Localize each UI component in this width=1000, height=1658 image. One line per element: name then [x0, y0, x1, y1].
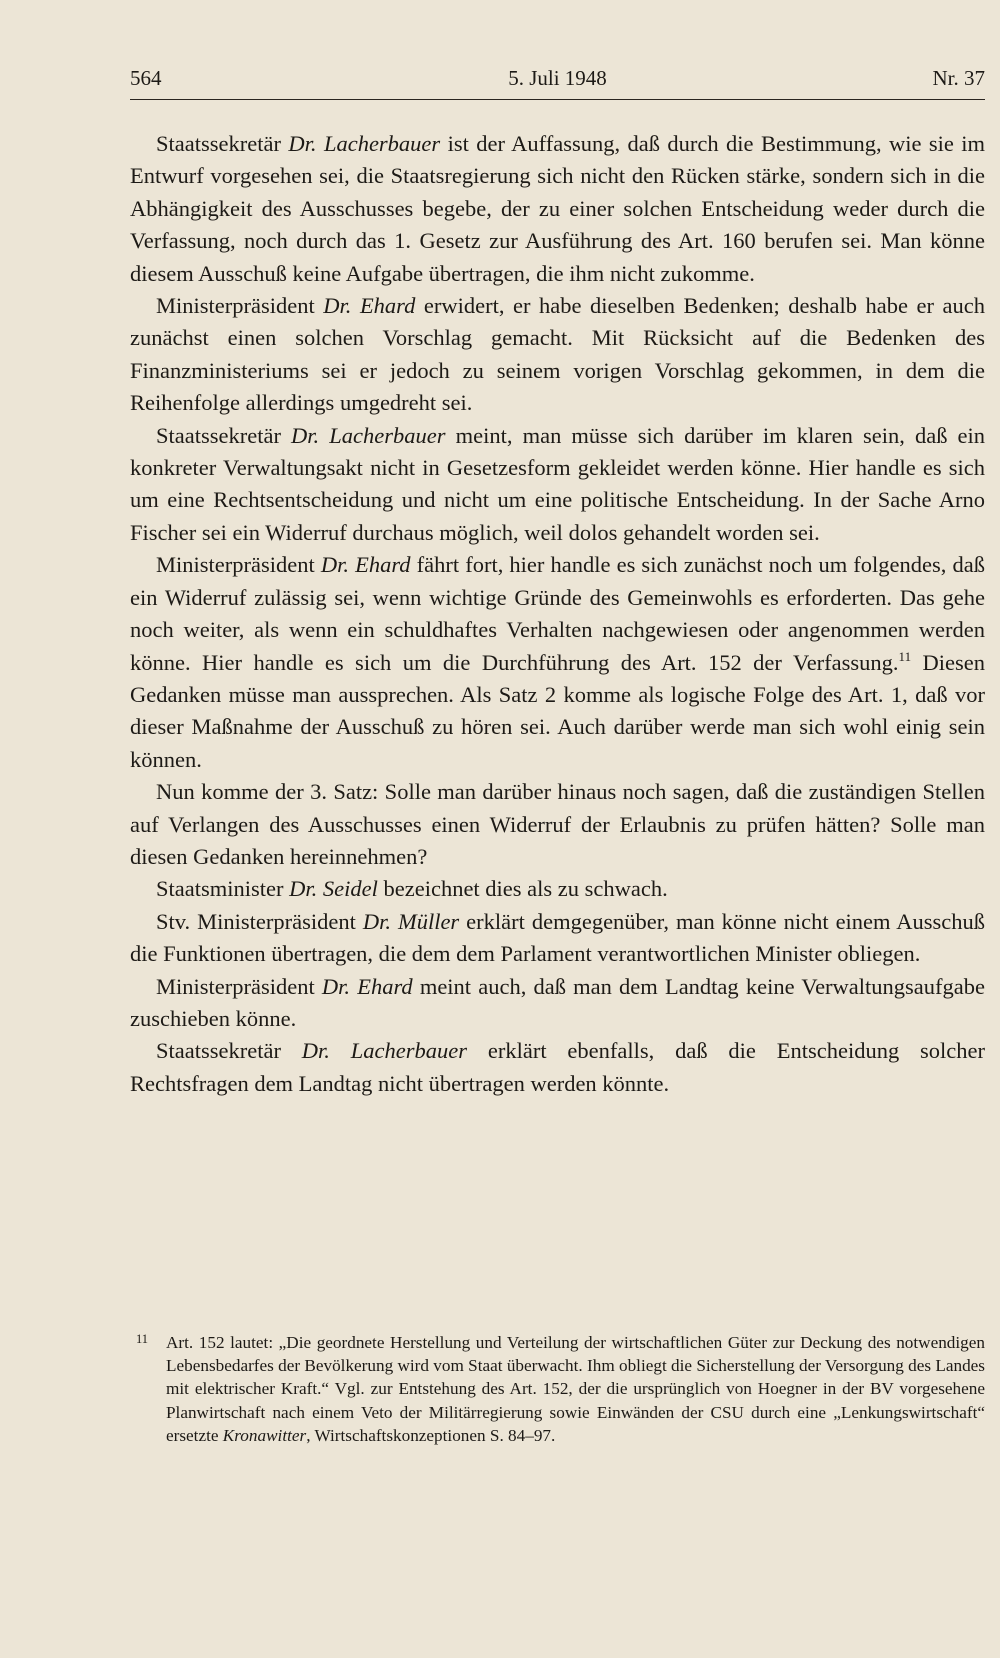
paragraph-text: Nun komme der 3. Satz: Solle man darüber hinaus noch sagen, daß die zuständigen Stellen auf Verlangen des Ausschusses einen Widerruf der Erlaubnis zu prüfen hätten? Solle man diesen Gedanken hereinnehmen?: [130, 779, 985, 869]
paragraph-text: erklärt demgegenüber, man könne nicht einem Ausschuß die Funktionen übertragen, die dem dem Parlament verantwortlichen Minister obliegen.: [130, 908, 986, 967]
paragraph: [130, 128, 985, 290]
footnotes: [130, 1331, 985, 1447]
body-text: [130, 128, 985, 1100]
speaker-title: Dr.: [301, 1038, 330, 1064]
footnote-number: 11: [136, 1332, 149, 1346]
speaker-title: Dr.: [323, 293, 352, 319]
paragraph: [130, 971, 985, 1036]
paragraph-text: ist der Auffassung, daß durch die Bestimmung, wie sie im Entwurf vorgesehen sei, die Staatsregierung sich nicht den Rücken stärke, sondern sich in die Abhängigkeit des Ausschusses begebe, der zu einer solchen Entscheidung weder durch die Verfassung, noch durch das 1. Gesetz zur Ausführung des Art. 160 berufen sei. Man könne diesem Ausschuß keine Aufgabe übertragen, die ihm nicht zukomme.: [130, 131, 986, 286]
speaker-name: Lacherbauer: [350, 1038, 468, 1064]
speaker-name: Ehard: [355, 552, 411, 578]
header-date: 5. Juli 1948: [508, 66, 607, 90]
speaker-title: Dr.: [321, 973, 351, 999]
speaker-title: Dr.: [362, 908, 391, 934]
paragraph: [130, 1035, 985, 1100]
speaker-role: Staatssekretär: [156, 422, 281, 448]
speaker-name: Müller: [397, 908, 460, 934]
speaker-role: Staatssekretär: [156, 1038, 281, 1064]
paragraph: [130, 873, 985, 905]
paragraph-text: meint auch, daß man dem Landtag keine Verwaltungsaufgabe zuschieben könne.: [130, 973, 985, 1031]
paragraph-text: bezeichnet dies als zu schwach.: [383, 876, 668, 902]
speaker-name: Lacherbauer: [329, 422, 446, 448]
speaker-role: Staatsminister: [156, 876, 284, 902]
running-header: [130, 63, 985, 93]
speaker-name: Ehard: [357, 973, 413, 999]
paragraph: [130, 290, 985, 420]
speaker-role: Ministerpräsident: [156, 293, 315, 319]
footnote: [130, 1331, 985, 1447]
paragraph-text: fährt fort, hier handle es sich zunächst noch um folgendes, daß ein Widerruf zulässig sei, wenn wichtige Gründe des Gemeinwohls es erforderten. Das gehe noch weiter, als wenn ein schuldhaftes Verhalten nachgewiesen oder angenommen werden könne. Hier handle es sich um die Durchführung des Art. 152 der Verfassung.: [130, 552, 985, 675]
footnote-reference[interactable]: 11: [898, 648, 912, 664]
paragraph: [130, 549, 985, 776]
speaker-role: Ministerpräsident: [156, 552, 315, 578]
footnote-text-end: , Wirtschaftskonzeptionen S. 84–97.: [306, 1425, 556, 1445]
paragraph-text-continued: Diesen Gedanken müsse man aussprechen. Als Satz 2 komme als logische Folge des Art. 1, daß vor dieser Maßnahme der Ausschuß zu hören sei. Auch darüber werde man sich wohl einig sein können.: [130, 649, 985, 772]
paragraph-text: erwidert, er habe dieselben Bedenken; deshalb habe er auch zunächst einen solchen Vorschlag gemacht. Mit Rücksicht auf die Bedenken des Finanzministeriums sei er jedoch zu seinem vorigen Vorschlag gekommen, in dem die Reihenfolge allerdings umgedreht sei.: [130, 293, 985, 416]
paragraph-text: meint, man müsse sich darüber im klaren sein, daß ein konkreter Verwaltungsakt nicht in Gesetzesform gekleidet werden könne. Hier handle es sich um eine Rechtsentscheidung und nicht um eine politische Entscheidung. In der Sache Arno Fischer sei ein Widerruf durchaus möglich, weil dolos gehandelt worden sei.: [130, 422, 986, 545]
speaker-name: Ehard: [359, 293, 416, 319]
footnote-text: Art. 152 lautet: „Die geordnete Herstellung und Verteilung der wirtschaftlichen Güter zur Deckung des notwendigen Lebensbedarfes der Bevölkerung wird vom Staat überwacht. Ihm obliegt die Sicherstellung der Versorgung des Landes mit elektrischer Kraft.“ Vgl. zur Entstehung des Art. 152, der die ursprünglich von Hoegner in der BV vorgesehene Planwirtschaft nach einem Veto der Militärregierung sowie Einwänden der CSU durch eine „Lenkungswirtschaft“ ersetzte: [166, 1333, 985, 1445]
speaker-title: Dr.: [289, 876, 318, 902]
speaker-title: Dr.: [320, 552, 349, 578]
issue-number: Nr. 37: [932, 66, 985, 90]
paragraph: [130, 906, 985, 971]
footnote-author: Kronawitter: [222, 1425, 307, 1445]
speaker-role: Stv. Ministerpräsident: [156, 908, 356, 934]
speaker-name: Seidel: [322, 876, 378, 902]
speaker-title: Dr.: [288, 131, 317, 156]
speaker-role: Ministerpräsident: [156, 973, 315, 999]
speaker-role: Staatssekretär: [156, 131, 281, 156]
paragraph: [130, 420, 985, 550]
speaker-name: Lacherbauer: [323, 131, 441, 156]
speaker-title: Dr.: [291, 422, 320, 448]
paragraph: [130, 776, 985, 873]
page-number: 564: [130, 66, 162, 90]
paragraph-text: erklärt ebenfalls, daß die Entscheidung solcher Rechtsfragen dem Landtag nicht übertragen werden könnte.: [130, 1038, 986, 1096]
header-rule: [130, 99, 985, 100]
